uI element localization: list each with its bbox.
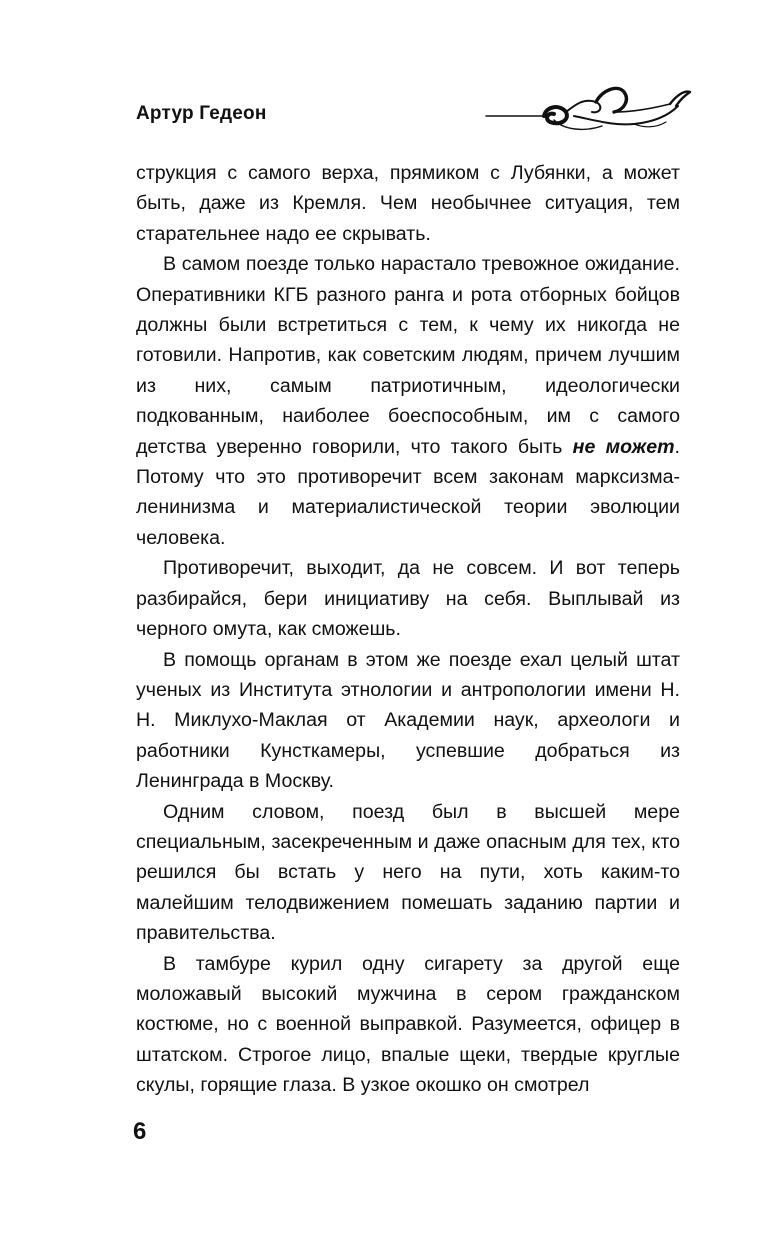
paragraph <box>136 797 680 949</box>
paragraph-text: струкция с самого верха, прямиком с Лубянки, а может быть, даже из Кремля. Чем необычнее ситуация, тем старательнее надо ее скрывать. <box>136 162 680 245</box>
paragraph <box>136 553 680 644</box>
page-number: 6 <box>133 1118 147 1145</box>
paragraph-text: Противоречит, выходит, да не совсем. И вот теперь разбирайся, бери инициативу на себя. Выплывай из черного омута, как сможешь. <box>136 557 680 641</box>
main-text <box>136 158 680 1101</box>
paragraph <box>136 645 680 797</box>
paragraph <box>136 249 680 553</box>
running-header-author: Артур Гедеон <box>136 103 267 124</box>
paragraph <box>136 949 680 1101</box>
paragraph-text: В самом поезде только нарастало тревожное ожидание. Оперативники КГБ разного ранга и рота отборных бойцов должны были встретиться с тем, к чему их никогда не готовили. Напротив, как советским людям, причем лучшим из них, самым патриотичным, идеологически подкованным, наиболее боеспособным, им с самого детства уверенно говорили, что такого быть <box>136 253 680 458</box>
paragraph-text: В помощь органам в этом же поезде ехал целый штат ученых из Института этнологии и антропологии имени Н. Н. Миклухо-Маклая от Академии наук, археологи и работники Кунсткамеры, успевшие добраться из Ленинграда в Москву. <box>136 648 680 793</box>
paragraph-text: . Потому что это противоречит всем законам марксизма-ленинизма и материалистической теории эволюции человека. <box>136 435 680 549</box>
paragraph-text: Одним словом, поезд был в высшей мере специальным, засекреченным и даже опасным для тех, кто решился бы встать у него на пути, хоть каким-то малейшим телодвижением помешать заданию партии и правительства. <box>136 800 680 945</box>
paragraph-text: В тамбуре курил одну сигарету за другой еще моложавый высокий мужчина в сером гражданском костюме, но с военной выправкой. Разумеется, офицер в штатском. Строгое лицо, впалые щеки, твердые круглые скулы, горящие глаза. В узкое окошко он смотрел <box>136 952 680 1097</box>
paragraph <box>136 158 680 249</box>
emphasized-text: не может <box>572 435 675 458</box>
decorative-flourish-icon <box>484 76 694 136</box>
